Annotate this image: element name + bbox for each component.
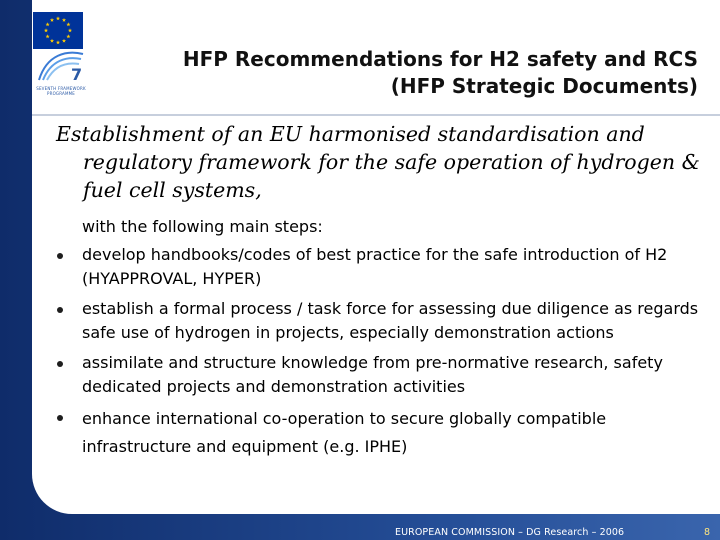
steps-intro: with the following main steps: — [82, 217, 323, 236]
steps-list — [54, 243, 704, 461]
fp7-logo-text: SEVENTH FRAMEWORK PROGRAMME — [36, 86, 86, 96]
title-divider — [32, 114, 720, 116]
list-item — [54, 297, 704, 345]
fp7-logo-icon — [33, 50, 89, 100]
slide-title — [110, 46, 698, 100]
bullet-icon — [57, 307, 63, 313]
bullet-icon — [57, 415, 63, 421]
list-item — [54, 243, 704, 291]
eu-flag-icon — [33, 12, 83, 49]
list-item-text: assimilate and structure knowledge from pre-normative research, safety dedicated projects and demonstration activities — [82, 353, 663, 396]
lead-statement: Establishment of an EU harmonised standardisation and regulatory framework for the safe operation of hydrogen & fuel cell systems, — [56, 122, 700, 202]
list-item — [54, 405, 704, 461]
bullet-icon — [57, 253, 63, 259]
list-item — [54, 351, 704, 399]
footer-text: EUROPEAN COMMISSION – DG Research – 2006 — [395, 527, 625, 538]
list-item-text: develop handbooks/codes of best practice for the safe introduction of H2 (HYAPPROVAL, HYPER) — [82, 245, 668, 288]
title-line-1: HFP Recommendations for H2 safety and RCS — [182, 47, 698, 71]
bullet-icon — [57, 361, 63, 367]
list-item-text: establish a formal process / task force for assessing due diligence as regards safe use of hydrogen in projects, especially demonstration actions — [82, 299, 699, 342]
title-line-2: (HFP Strategic Documents) — [390, 74, 698, 98]
list-item-text: enhance international co-operation to secure globally compatible infrastructure and equipment (e.g. IPHE) — [82, 409, 607, 456]
svg-text:7: 7 — [71, 65, 83, 84]
page-number: 8 — [704, 527, 711, 538]
